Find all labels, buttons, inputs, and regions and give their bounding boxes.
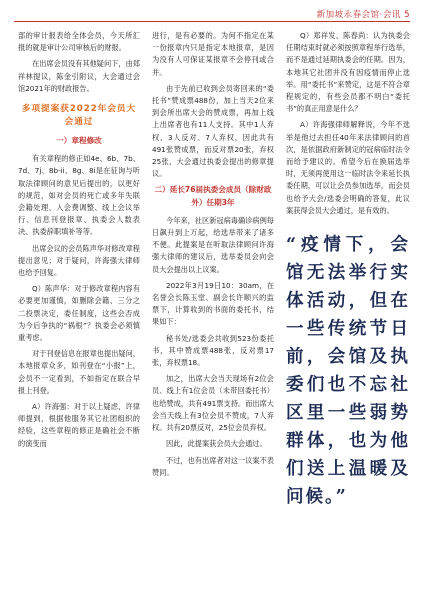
paragraph: 由于先前已收到会员寄回来的“委托书”赞成票488份，加上当天2位来到会所出席大会的赞成票，再加上线上出席者也有11人支持。其中1人弃权、3人反对、7人弃权，因此共有491张赞成票，而反对票20张，弃权25张，大会通过执委会提出的修章提议。: [152, 83, 274, 179]
subheading-constitution-amendment: 一）章程修改: [56, 136, 102, 146]
paragraph: 不过，也有出席者对这一议案不表赞同。: [152, 455, 274, 477]
paragraph: 加之，出席大会当天现场有2位会员、线上有1位会员（未带回委托书）也给赞成，共有491票支持。而出席大会当天线上有3位会员不赞成，7人弃权。共有20票反对，25位会员弃权。: [152, 374, 274, 433]
paragraph: 部的审计报表给全体会员，今天所汇报的就是审计公司审核后的财报。: [18, 31, 140, 53]
paragraph: 2022年3月19日10：30am，在名誉会长陈玉堂、副会长许顺兴的监票下，计算收到的书面的委托书，结果如下：: [152, 280, 274, 327]
paragraph: A）许海强律师解释说，今年不选举是他过去担任40年来法律顾问的首次，是依据政府新制定的冠病临时法令而给予建议的。希望今后在换届选举时，无须再使用这一临时法令来延长执委任期，可以让会员参加选举，而会员也给予大会/选委会明确的答复，此议案获得会员大会通过，是有效的。: [286, 120, 410, 215]
paragraph: 今年来，社区新冠病毒确诊病例每日飙升到上万起，给选举带来了诸多不便。此提案是在听取法律顾问许海强大律师的建议后，选举委员会向会员大会提出以上议案。: [152, 215, 274, 274]
paragraph: 出席会议的会员陈声华对修改章程提出意见；对于疑问，许海强大律师也给予回复。: [18, 243, 140, 278]
pull-quote: “疫情下，会馆无法举行实体活动，但在一些传统节日前，会馆及执委们也不忘社区里一些弱势群体，也为他们送上温暖及问候。”: [286, 235, 410, 508]
paragraph: Q）郑祥发、陈春尚：认为执委会任期结束时就必须按照章程举行选举，而不是通过延期执委会的任期。因为，本地其它社团并没有因疫情而停止选举。用“委托书”来赞定，这是不符合章程规定的，有些会员都不明白“委托书”的真正用意是什么？: [286, 31, 410, 114]
column-right: [286, 30, 410, 511]
paragraph: 对于刊登信息在报章也提出疑问，本地报章众多，如刊登在“小报”上，会员不一定看到，不如指定在联合早报上刊登。: [18, 349, 140, 395]
header-rule: [14, 21, 410, 22]
column-middle: [152, 30, 274, 483]
column-left: [18, 30, 140, 454]
paragraph: A）许海强：对于以上疑虑，许律师提到，根据他服务其它社团组织的经验，这些章程的修正是确社会不断的演变而: [18, 402, 140, 448]
paragraph: 进行，是有必要的。为何不指定在某一份报章内只是指定本地报章，是因为没有人可保证某报章不会停刊或合并。: [152, 31, 274, 77]
page-header: 新加坡永春会馆·会讯 5: [316, 10, 410, 20]
paragraph: 有关章程的修正如4e、6b、7b、7d、7j、8b-ii、8g、8i是在征询与听取法律顾问的意见后提出的，以更好的规范，如对会员的死亡或多年失联会籍处理、入会费调整、线上会议举行、信息刊登报章、执委会人数表决、执委辞职填补等等。: [18, 154, 140, 237]
paragraph: 在出席会员没有其他疑问下，由郑祥林提议，陈金引附议，大会通过会馆2021年的财政报告。: [18, 59, 140, 93]
section-title: 多项提案获2022年会员大会通过: [21, 104, 137, 128]
paragraph: 秘书处/选委会共收到523份委托书，其中赞成票488张，反对票17张，弃权票18。: [152, 333, 274, 368]
subheading-term-extension: 二）延长76届执委会成员（除财政外）任期3年: [154, 185, 272, 207]
paragraph: Q）陈声华：对于修改章程内容有必要更加谨慎，如删除会籍、三分之二投票决定，委任制度，这些会否成为今后争执的“祸根”？执委会必须慎重考虑。: [18, 284, 140, 343]
paragraph: 因此，此提案获会员大会通过。: [166, 439, 267, 449]
